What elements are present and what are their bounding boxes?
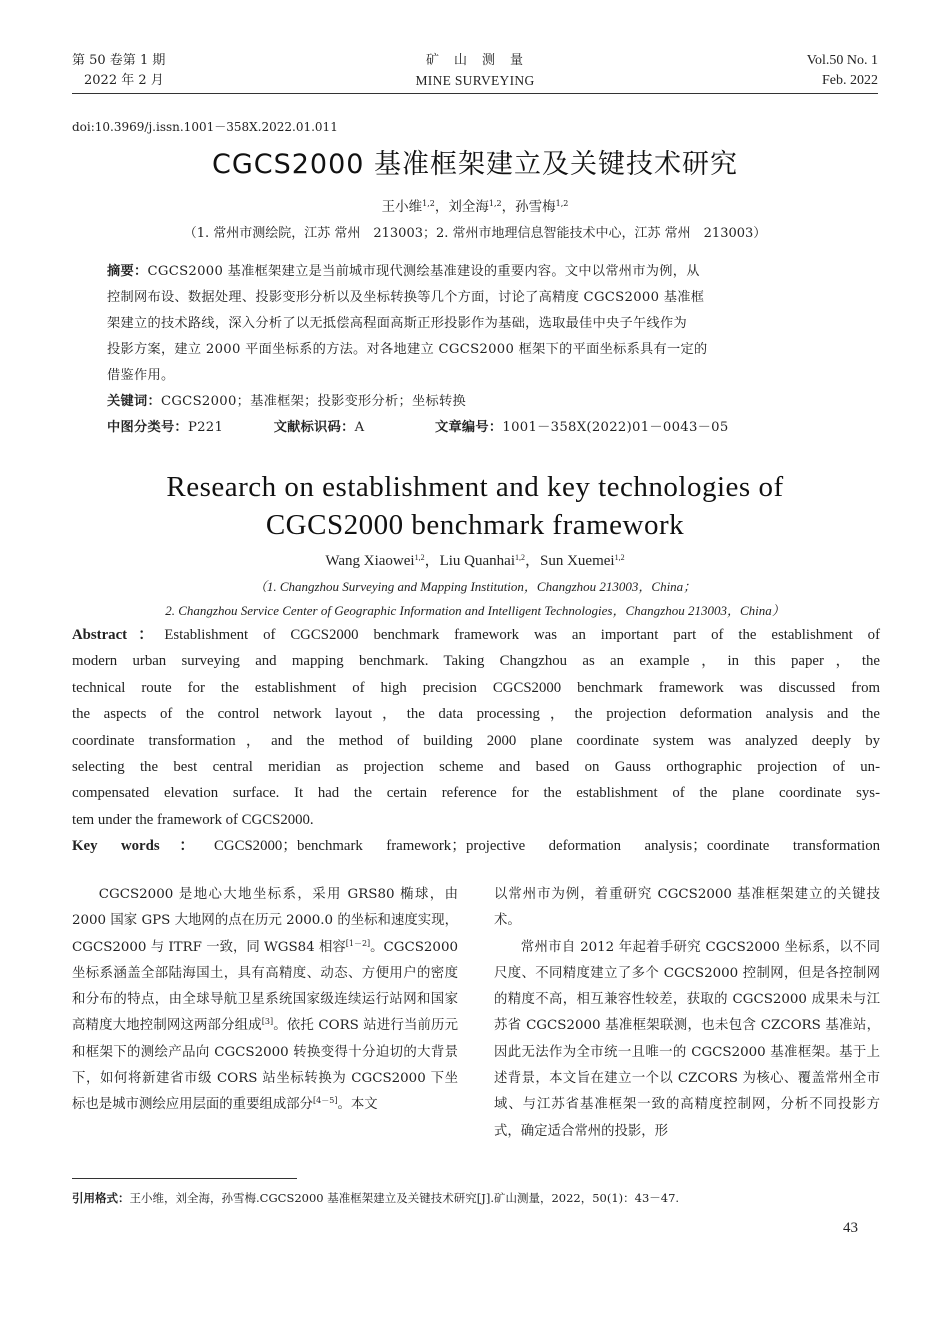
journal-name-en: MINE SURVEYING bbox=[415, 73, 535, 88]
page-number: 43 bbox=[843, 1220, 858, 1236]
body-right-column bbox=[494, 882, 880, 1145]
abstract-en-line-7: compensated elevation surface. It had the certain reference for the establishment of the plane coordinate sys- bbox=[72, 785, 880, 802]
abstract-cn-line-1: CGCS2000 基准框架建立是当前城市现代测绘基准建设的重要内容。文中以常州市为例，从 bbox=[147, 264, 700, 279]
doc-code-value: A bbox=[354, 420, 365, 435]
affiliation-en-line-1: （1. Changzhou Surveying and Mapping Institution，Changzhou 213003，China； bbox=[253, 579, 697, 594]
abstract-cn-line-5: 借鉴作用。 bbox=[107, 368, 175, 383]
citation bbox=[72, 1190, 679, 1206]
affiliation-cn: （1. 常州市测绘院，江苏 常州 213003；2. 常州市地理信息智能技术中心，江苏 常州 213003） bbox=[183, 226, 767, 241]
abstract-cn-line-2: 控制网布设、数据处理、投影变形分析以及坐标转换等几个方面，讨论了高精度 CGCS2000 基准框 bbox=[107, 290, 705, 305]
body-p1-part-b: 。CGCS2000 坐标系涵盖全部陆海国土，具有高精度、动态、方便用户的密度和分布的特点，由全球导航卫星系统国家级连续运行站网和国家高精度大地控制网这两部分组成 bbox=[72, 939, 458, 1034]
title-en-line-2: CGCS2000 benchmark framework bbox=[265, 509, 685, 541]
journal-volume: 第 50 卷第 1 期 bbox=[72, 53, 166, 68]
body-p1-part-c: 。依托 CORS 站进行当前历元和框架下的测绘产品向 CGCS2000 转换变得十分迫切的大背景下，如何将新建省市级 CORS 站坐标转换为 CGCS2000 下坐标也是城市测绘应用层面的重要组成部分 bbox=[72, 1018, 458, 1113]
citation-text: 王小维，刘全海，孙雪梅.CGCS2000 基准框架建立及关键技术研究[J].矿山测量，2022，50(1)：43－47. bbox=[129, 1191, 680, 1205]
body-p1-part-a: CGCS2000 是地心大地坐标系，采用 GRS80 椭球，由 2000 国家 GPS 大地网的点在历元 2000.0 的坐标和速度实现，CGCS2000 与 ITRF 一致，同 WGS84 相容 bbox=[72, 887, 458, 955]
abstract-cn bbox=[107, 259, 847, 415]
abstract-cn-label: 摘要： bbox=[107, 264, 148, 279]
journal-date: 2022 年 2 月 bbox=[84, 73, 164, 88]
author-2-sup: 1,2 bbox=[488, 199, 502, 208]
header-rule bbox=[72, 93, 878, 94]
ref-4-5[interactable]: [4－5] bbox=[313, 1096, 338, 1106]
author-en-3: ，Sun Xuemei bbox=[525, 553, 615, 569]
keywords-en: CGCS2000；benchmark framework；projective deformation analysis；coordinate transformation bbox=[214, 838, 880, 855]
title-cn: CGCS2000 基准框架建立及关键技术研究 bbox=[211, 149, 739, 180]
authors-en bbox=[0, 549, 950, 570]
footnote-rule bbox=[72, 1178, 297, 1179]
clc-value: P221 bbox=[187, 420, 224, 435]
title-en-line-1: Research on establishment and key technologies of bbox=[166, 471, 784, 503]
journal-name-cn: 矿 山 测 量 bbox=[425, 53, 524, 68]
author-3: ，孙雪梅 bbox=[501, 199, 556, 215]
keywords-en-label: Key words： bbox=[72, 838, 215, 855]
ref-1-2[interactable]: [1－2] bbox=[345, 938, 371, 948]
abstract-en-line-8: tem under the framework of CGCS2000. bbox=[72, 811, 314, 828]
author-en-2: ，Liu Quanhai bbox=[424, 553, 515, 569]
abstract-en-label: Abstract： bbox=[72, 627, 165, 643]
ref-3[interactable]: [3] bbox=[261, 1017, 274, 1027]
abstract-en-line-1: Establishment of CGCS2000 benchmark framework was an important part of the establishment of bbox=[164, 627, 881, 643]
author-2: ，刘全海 bbox=[434, 199, 489, 215]
author-en-1: Wang Xiaowei bbox=[325, 553, 415, 569]
author-1: 王小维 bbox=[381, 199, 423, 215]
journal-date-en: Feb. 2022 bbox=[822, 73, 878, 88]
abstract-en-line-3: technical route for the establishment of high precision CGCS2000 benchmark framework was discussed from bbox=[72, 679, 880, 696]
body-p1-part-d: 。本文 bbox=[337, 1097, 378, 1113]
classification-row bbox=[107, 415, 867, 441]
clc-label: 中图分类号： bbox=[107, 420, 188, 435]
authors-cn bbox=[0, 195, 950, 215]
citation-label: 引用格式： bbox=[72, 1191, 130, 1205]
article-no-label: 文章编号： bbox=[434, 420, 503, 435]
keywords-cn-label: 关键词： bbox=[107, 394, 161, 409]
author-en-2-sup: 1,2 bbox=[515, 553, 525, 562]
author-en-1-sup: 1,2 bbox=[414, 553, 425, 562]
abstract-en-line-2: modern urban surveying and mapping benchmark. Taking Changzhou as an example，in this paper，the bbox=[72, 653, 880, 670]
author-3-sup: 1,2 bbox=[555, 199, 569, 208]
abstract-cn-line-4: 投影方案，建立 2000 平面坐标系的方法。对各地建立 CGCS2000 框架下的平面坐标系具有一定的 bbox=[107, 342, 708, 357]
keywords-cn: CGCS2000；基准框架；投影变形分析；坐标转换 bbox=[160, 394, 466, 409]
body-paragraph-1 bbox=[72, 882, 458, 1119]
affiliation-en-line-2: 2. Changzhou Service Center of Geographic Information and Intelligent Technologies，Changzhou 213003，China） bbox=[165, 603, 785, 618]
abstract-en bbox=[72, 622, 880, 860]
body-paragraph-1-cont: 以常州市为例，着重研究 CGCS2000 基准框架建立的关键技术。 bbox=[494, 887, 880, 929]
article-no-value: 1001－358X(2022)01－0043－05 bbox=[502, 420, 729, 435]
abstract-cn-line-3: 架建立的技术路线，深入分析了以无抵偿高程面高斯正形投影作为基础，选取最佳中央子午线作为 bbox=[107, 316, 687, 331]
abstract-en-line-4: the aspects of the control network layout，the data processing，the projection deformation analysis and the bbox=[72, 706, 880, 723]
author-en-3-sup: 1,2 bbox=[614, 553, 625, 562]
doc-code-label: 文献标识码： bbox=[273, 420, 355, 435]
author-1-sup: 1,2 bbox=[422, 199, 435, 208]
abstract-en-line-5: coordinate transformation，and the method of building 2000 plane coordinate system was analyzed deeply by bbox=[72, 732, 880, 749]
doi: doi:10.3969/j.issn.1001－358X.2022.01.011 bbox=[72, 120, 338, 134]
journal-volume-en: Vol.50 No. 1 bbox=[806, 53, 878, 68]
abstract-en-line-6: selecting the best central meridian as projection scheme and based on Gauss orthographic projection of un- bbox=[72, 759, 880, 776]
body-paragraph-2: 常州市自 2012 年起着手研究 CGCS2000 坐标系，以不同尺度、不同精度建立了多个 CGCS2000 控制网，但是各控制网的精度不高，相互兼容性较差，获取的 CGCS2000 成果未与江苏省 CGCS2000 基准框架联测，也未包含 CZCORS 基准站，因此无法作为全市统一且唯一的 CGCS2000 基准框架。基于上述背景，本文旨在建立一个以 CZCORS 为核心、覆盖常州全市域、与江苏省基准框架一致的高精度控制网，分析不同投影方式，确定适合常州的投影，形 bbox=[494, 939, 880, 1139]
body-left-column bbox=[72, 882, 458, 1119]
